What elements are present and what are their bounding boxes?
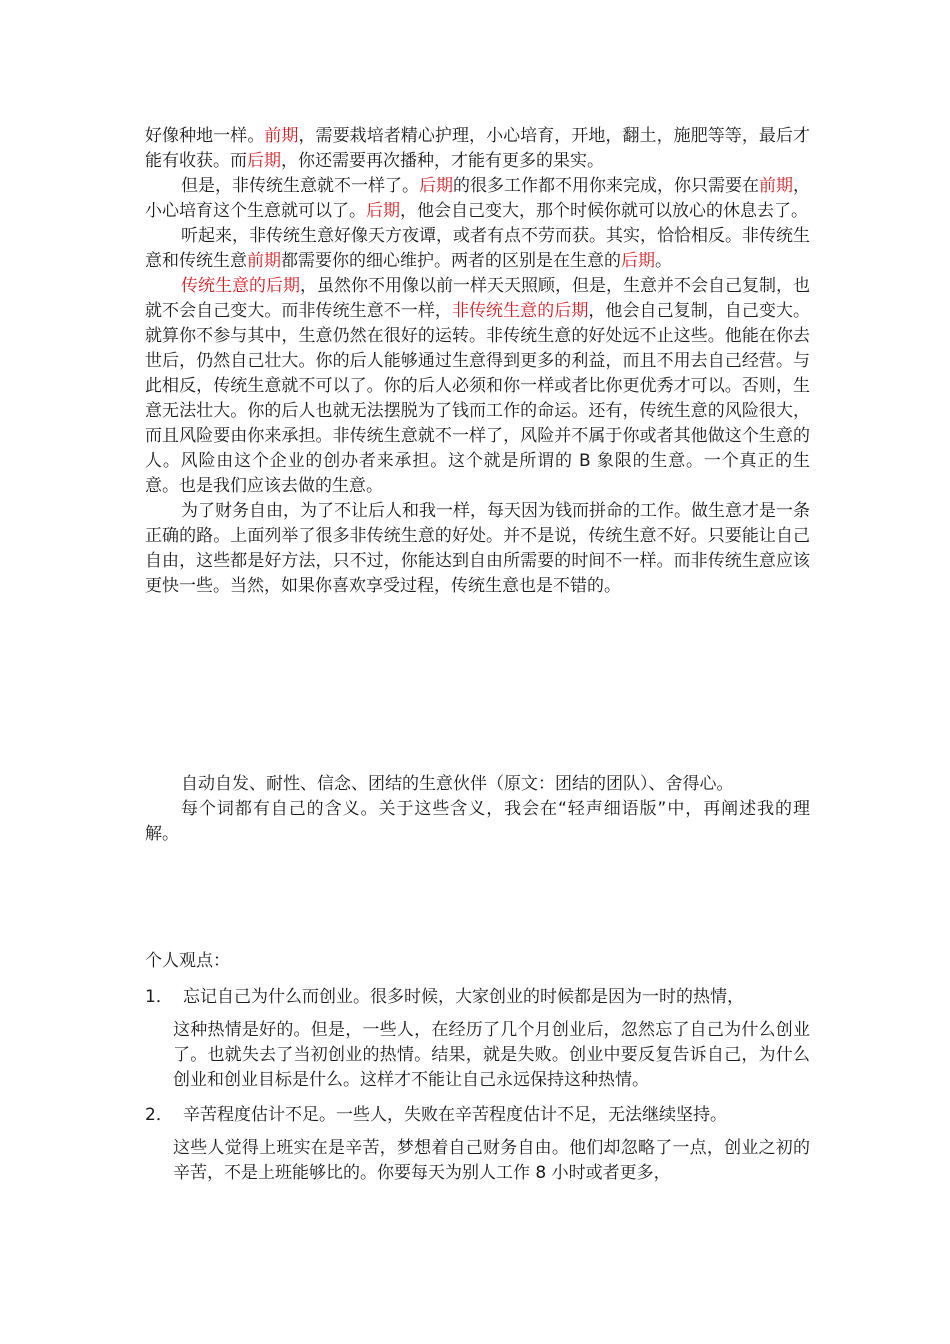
- text-span: 听起来，非传统生意好像天方夜谭，或者有点不劳而获。其实，恰恰相反。非传统生意和传统生意: [145, 226, 810, 271]
- list-item-first-line: [145, 985, 810, 1010]
- list-item: [145, 985, 810, 1093]
- highlight-early-stage: 前期: [247, 251, 281, 271]
- text-span: 都需要你的细心维护。两者的区别是在生意的: [281, 251, 621, 271]
- text-span: ，需要栽培者精心护理，小心培育，开地，翻土，施肥等等，最后才能有收获。而: [145, 126, 811, 171]
- section-business-comparison: [145, 124, 810, 599]
- highlight-nontraditional-late: 非传统生意的后期: [451, 301, 589, 321]
- paragraph-sounds-like: [145, 224, 810, 274]
- text-span: ，小心培育这个生意就可以了。: [145, 176, 810, 221]
- highlight-early-stage: 前期: [264, 126, 299, 146]
- text-span: ，你还需要再次播种，才能有更多的果实。: [281, 151, 604, 171]
- section-heading: 个人观点：: [145, 951, 230, 971]
- paragraph-qualities-list: 自动自发、耐性、信念、团结的生意伙伴（原文：团结的团队）、舍得心。: [181, 774, 734, 794]
- section-qualities: [145, 772, 810, 847]
- list-number: 2．: [145, 1105, 173, 1125]
- list-number: 1．: [145, 987, 173, 1007]
- text-span: ，虽然你不用像以前一样天天照顾，但是，生意并不会自己复制，也就不会自己变大。而非传统生意不一样，: [145, 276, 810, 321]
- list-item: [145, 1103, 810, 1186]
- list-item-first-line: [145, 1103, 810, 1128]
- paragraph-qualities-note: 每个词都有自己的含义。关于这些含义，我会在“轻声细语版”中，再阐述我的理解。: [145, 799, 810, 844]
- paragraph-financial-freedom: 为了财务自由，为了不让后人和我一样，每天因为钱而拼命的工作。做生意才是一条正确的路。上面列举了很多非传统生意的好处。并不是说，传统生意不好。只要能让自己自由，这些都是好方法，只不过，你能达到自由所需要的时间不一样。而非传统生意应该更快一些。当然，如果你喜欢享受过程，传统生意也是不错的。: [145, 501, 810, 596]
- paragraph-farming-analogy: [145, 124, 810, 174]
- text-span: 。: [655, 251, 672, 271]
- section-personal-views: [145, 949, 810, 1186]
- list-item-body: 这种热情是好的。但是，一些人，在经历了几个月创业后，忽然忘了自己为什么创业了。也就失去了当初创业的热情。结果，就是失败。创业中要反复告诉自己，为什么创业和创业目标是什么。这样才不能让自己永远保持这种热情。: [173, 1020, 810, 1090]
- text-span: 好像种地一样。: [145, 126, 265, 146]
- text-span: 的很多工作都不用你来完成，你只需要在: [453, 176, 759, 196]
- paragraph-late-stage-comparison: [145, 274, 810, 499]
- list-item-body: 这些人觉得上班实在是辛苦，梦想着自己财务自由。他们却忽略了一点，创业之初的辛苦，不是上班能够比的。你要每天为别人工作 8 小时或者更多，: [173, 1138, 810, 1183]
- highlight-late-stage: 后期: [366, 201, 400, 221]
- list-item-title: 忘记自己为什么而创业。很多时候，大家创业的时候都是因为一时的热情，: [183, 987, 744, 1007]
- text-span: ，他会自己变大，那个时候你就可以放心的休息去了。: [400, 201, 808, 221]
- list-item-title: 辛苦程度估计不足。一些人，失败在辛苦程度估计不足，无法继续坚持。: [183, 1105, 727, 1125]
- highlight-late-stage: 后期: [247, 151, 281, 171]
- text-span: ，他会自己复制，自己变大。就算你不参与其中，生意仍然在很好的运转。非传统生意的好处远不止这些。他能在你去世后，仍然自己壮大。你的后人能够通过生意得到更多的利益，而且不用去自己经营。与此相反，传统生意就不可以了。你的后人必须和你一样或者比你更优秀才可以。否则，生意无法壮大。你的后人也就无法摆脱为了钱而工作的命运。还有，传统生意的风险很大，而且风险要由你来承担。非传统生意就不一样了，风险并不属于你或者其他做这个生意的人。风险由这个企业的创办者来承担。这个就是所谓的 B 象限的生意。一个真正的生意。也是我们应该去做的生意。: [145, 301, 811, 496]
- text-span: 但是，非传统生意就不一样了。: [181, 176, 419, 196]
- highlight-traditional-late: 传统生意的后期: [181, 276, 300, 296]
- highlight-early-stage: 前期: [759, 176, 793, 196]
- highlight-late-stage: 后期: [419, 176, 453, 196]
- paragraph-nontraditional: [145, 174, 810, 224]
- highlight-late-stage: 后期: [621, 251, 655, 271]
